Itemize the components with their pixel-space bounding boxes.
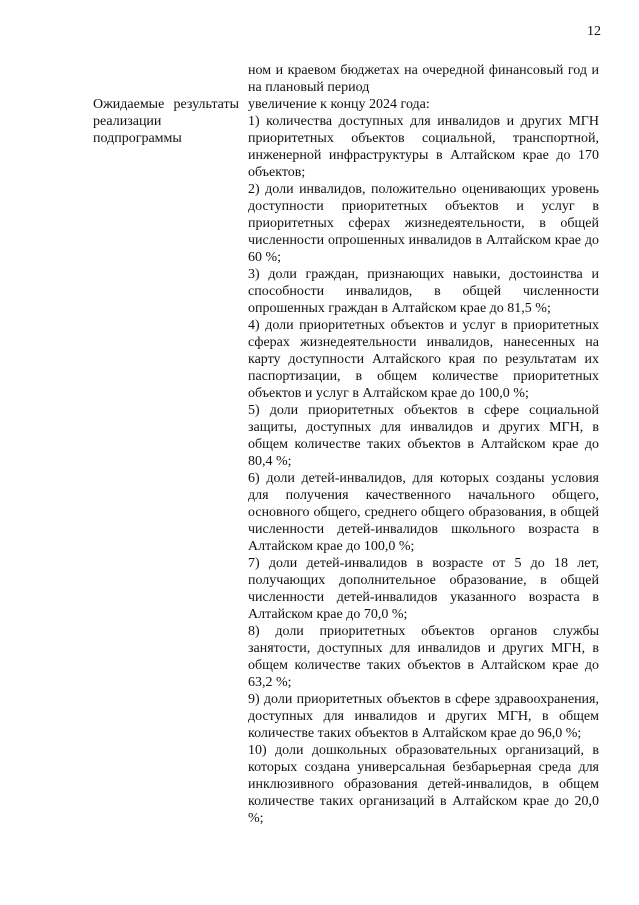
result-item: 6) доли детей-инвалидов, для которых созданы условия для получения качественного начального общего, основного общего, среднего общего образования, в общей численности детей-инвалидов школьного возраста в Алтайском крае до 100,0 %;	[248, 471, 599, 554]
continuation-text	[248, 62, 599, 96]
row-label: Ожидаемые результаты реализации подпрограммы	[93, 97, 239, 146]
result-item: 5) доли приоритетных объектов в сфере социальной защиты, доступных для инвалидов и других МГН, в общем количестве таких объектов в Алтайском крае до 80,4 %;	[248, 403, 599, 469]
result-item: 10) доли дошкольных образовательных организаций, в которых создана универсальная безбарьерная среда для инклюзивного образования детей-инвалидов, в общем количестве таких организаций в Алтайском крае до 20,0 %;	[248, 743, 599, 826]
result-item: 2) доли инвалидов, положительно оценивающих уровень доступности приоритетных объектов и услуг в приоритетных сферах жизнедеятельности, в общей численности опрошенных инвалидов в Алтайском крае до 60 %;	[248, 182, 599, 265]
result-item: 4) доли приоритетных объектов и услуг в приоритетных сферах жизнедеятельности инвалидов, нанесенных на карту доступности Алтайского края по результатам их паспортизации, в общем количестве приоритетных объектов и услуг в Алтайском крае до 100,0 %;	[248, 318, 599, 401]
expected-results	[248, 96, 599, 827]
continuation-paragraph: ном и краевом бюджетах на очередной финансовый год и на плановый период	[248, 63, 599, 95]
results-list	[248, 113, 599, 827]
result-item: 1) количества доступных для инвалидов и других МГН приоритетных объектов социальной, транспортной, инженерной инфраструктуры в Алтайском крае до 170 объектов;	[248, 114, 599, 180]
result-item: 9) доли приоритетных объектов в сфере здравоохранения, доступных для инвалидов и других МГН, в общем количестве таких объектов в Алтайском крае до 96,0 %;	[248, 692, 599, 741]
results-intro: увеличение к концу 2024 года:	[248, 97, 430, 112]
result-item: 3) доли граждан, признающих навыки, достоинства и способности инвалидов, в общей численности опрошенных граждан в Алтайском крае до 81,5 %;	[248, 267, 599, 316]
result-item: 8) доли приоритетных объектов органов службы занятости, доступных для инвалидов и других МГН, в общем количестве таких объектов в Алтайском крае до 63,2 %;	[248, 624, 599, 690]
result-item: 7) доли детей-инвалидов в возрасте от 5 до 18 лет, получающих дополнительное образование, в общей численности детей-инвалидов указанного возраста в Алтайском крае до 70,0 %;	[248, 556, 599, 622]
page-number: 12	[587, 24, 601, 39]
